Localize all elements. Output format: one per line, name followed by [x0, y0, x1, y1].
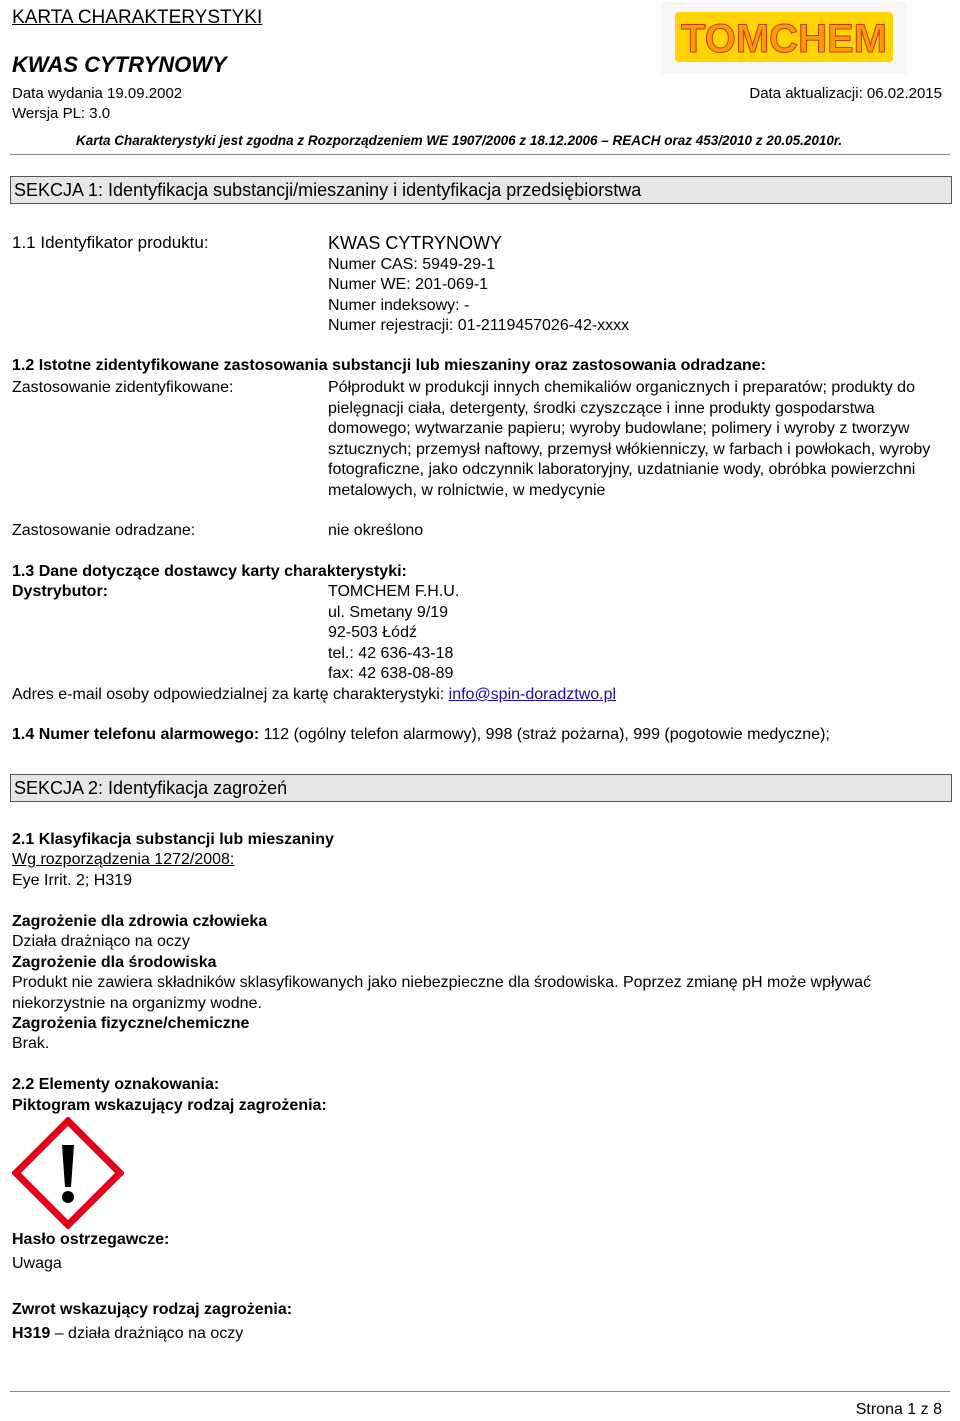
signal-word: Uwaga	[12, 1255, 62, 1272]
s14-value: 112 (ogólny telefon alarmowy), 998 (straż pożarna), 999 (pogotowie medyczne);	[259, 726, 830, 743]
s11-we: Numer WE: 201-069-1	[328, 276, 489, 293]
email-link[interactable]: info@spin-doradztwo.pl	[448, 686, 617, 703]
s11-index: Numer indeksowy: -	[328, 297, 470, 314]
distributor-name: TOMCHEM F.H.U.	[328, 583, 460, 600]
s12-heading: 1.2 Istotne zidentyfikowane zastosowania substancji lub mieszaniny oraz zastosowania odradzane:	[12, 357, 766, 374]
distributor-city: 92-503 Łódź	[328, 624, 417, 641]
identified-use-label: Zastosowanie zidentyfikowane:	[12, 379, 234, 396]
hazard-code: H319	[12, 1325, 51, 1342]
physical-text: Brak.	[12, 1035, 50, 1052]
footer-divider	[10, 1391, 950, 1392]
svg-text:TOMCHEM: TOMCHEM	[681, 17, 887, 61]
page-number: Strona 1 z 8	[855, 1401, 942, 1418]
s11-cas: Numer CAS: 5949-29-1	[328, 256, 496, 273]
document-title: KARTA CHARAKTERYSTYKI	[12, 7, 263, 28]
s13-heading: 1.3 Dane dotyczące dostawcy karty charakterystyki:	[12, 563, 407, 580]
regulation-ref: Wg rozporządzenia 1272/2008:	[12, 851, 235, 868]
classification: Eye Irrit. 2; H319	[12, 872, 133, 889]
email-label: Adres e-mail osoby odpowiedzialnej za kartę charakterystyki:	[12, 686, 449, 703]
env-text: Produkt nie zawiera składników sklasyfikowanych jako niebezpieczne dla środowiska. Poprzez zmianę pH może wpływać niekorzystnie na organizmy wodne.	[12, 974, 872, 1012]
hazard-statement	[12, 1324, 243, 1345]
health-heading: Zagrożenie dla zdrowia człowieka	[12, 913, 268, 930]
section-1-title: SEKCJA 1: Identyfikacja substancji/mieszaniny i identyfikacja przedsiębiorstwa	[14, 180, 642, 200]
version: Wersja PL: 3.0	[12, 105, 111, 122]
distributor-label: Dystrybutor:	[12, 583, 109, 600]
s11-product: KWAS CYTRYNOWY	[328, 233, 503, 253]
issue-date: Data wydania 19.09.2002	[12, 85, 183, 102]
s11-registration: Numer rejestracji: 01-2119457026-42-xxxx	[328, 317, 630, 334]
pictogram-heading: Piktogram wskazujący rodzaj zagrożenia:	[12, 1097, 327, 1114]
section-2-header	[10, 774, 952, 802]
email-line	[12, 685, 616, 706]
hazard-text: – działa drażniąco na oczy	[50, 1325, 244, 1342]
distributor-phone: tel.: 42 636-43-18	[328, 645, 454, 662]
signal-heading: Hasło ostrzegawcze:	[12, 1231, 170, 1248]
s11-label: 1.1 Identyfikator produktu:	[12, 233, 209, 252]
advised-against-label: Zastosowanie odradzane:	[12, 522, 196, 539]
physical-heading: Zagrożenia fizyczne/chemiczne	[12, 1015, 250, 1032]
ghs07-exclamation-mark-icon	[12, 1117, 124, 1229]
health-text: Działa drażniąco na oczy	[12, 933, 190, 950]
s22-heading: 2.2 Elementy oznakowania:	[12, 1076, 220, 1093]
header-divider	[10, 154, 950, 155]
regulation-note: Karta Charakterystyki jest zgodna z Rozporządzeniem WE 1907/2006 z 18.12.2006 – REACH oraz 453/2010 z 20.05.2010r.	[76, 133, 843, 148]
s14-line	[12, 725, 830, 746]
product-name: KWAS CYTRYNOWY	[12, 52, 227, 77]
distributor-fax: fax: 42 638-08-89	[328, 665, 454, 682]
s14-heading: 1.4 Numer telefonu alarmowego:	[12, 726, 260, 743]
identified-use-value: Półprodukt w produkcji innych chemikaliów organicznych i preparatów; produkty do pielęgnacji ciała, detergenty, środki czyszczące i inne produkty gospodarstwa domowego; wytwarzanie papieru; wyroby budowlane; polimery i wyroby z tworzyw sztucznych; przemysł naftowy, przemysł włókienniczy, w farbach i powłokach, wyroby fotograficzne, jako odczynnik laboratoryjny, uzdatnianie wody, obróbka powierzchni metalowych, w rolnictwie, w medycynie	[328, 379, 931, 499]
section-1-header	[10, 176, 952, 204]
env-heading: Zagrożenie dla środowiska	[12, 954, 217, 971]
tomchem-logo	[661, 2, 907, 74]
s21-heading: 2.1 Klasyfikacja substancji lub mieszaniny	[12, 831, 334, 848]
distributor-street: ul. Smetany 9/19	[328, 604, 449, 621]
hazard-heading: Zwrot wskazujący rodzaj zagrożenia:	[12, 1301, 293, 1318]
advised-against-value: nie określono	[328, 522, 424, 539]
update-date: Data aktualizacji: 06.02.2015	[749, 85, 942, 102]
section-2-title: SEKCJA 2: Identyfikacja zagrożeń	[14, 778, 288, 798]
